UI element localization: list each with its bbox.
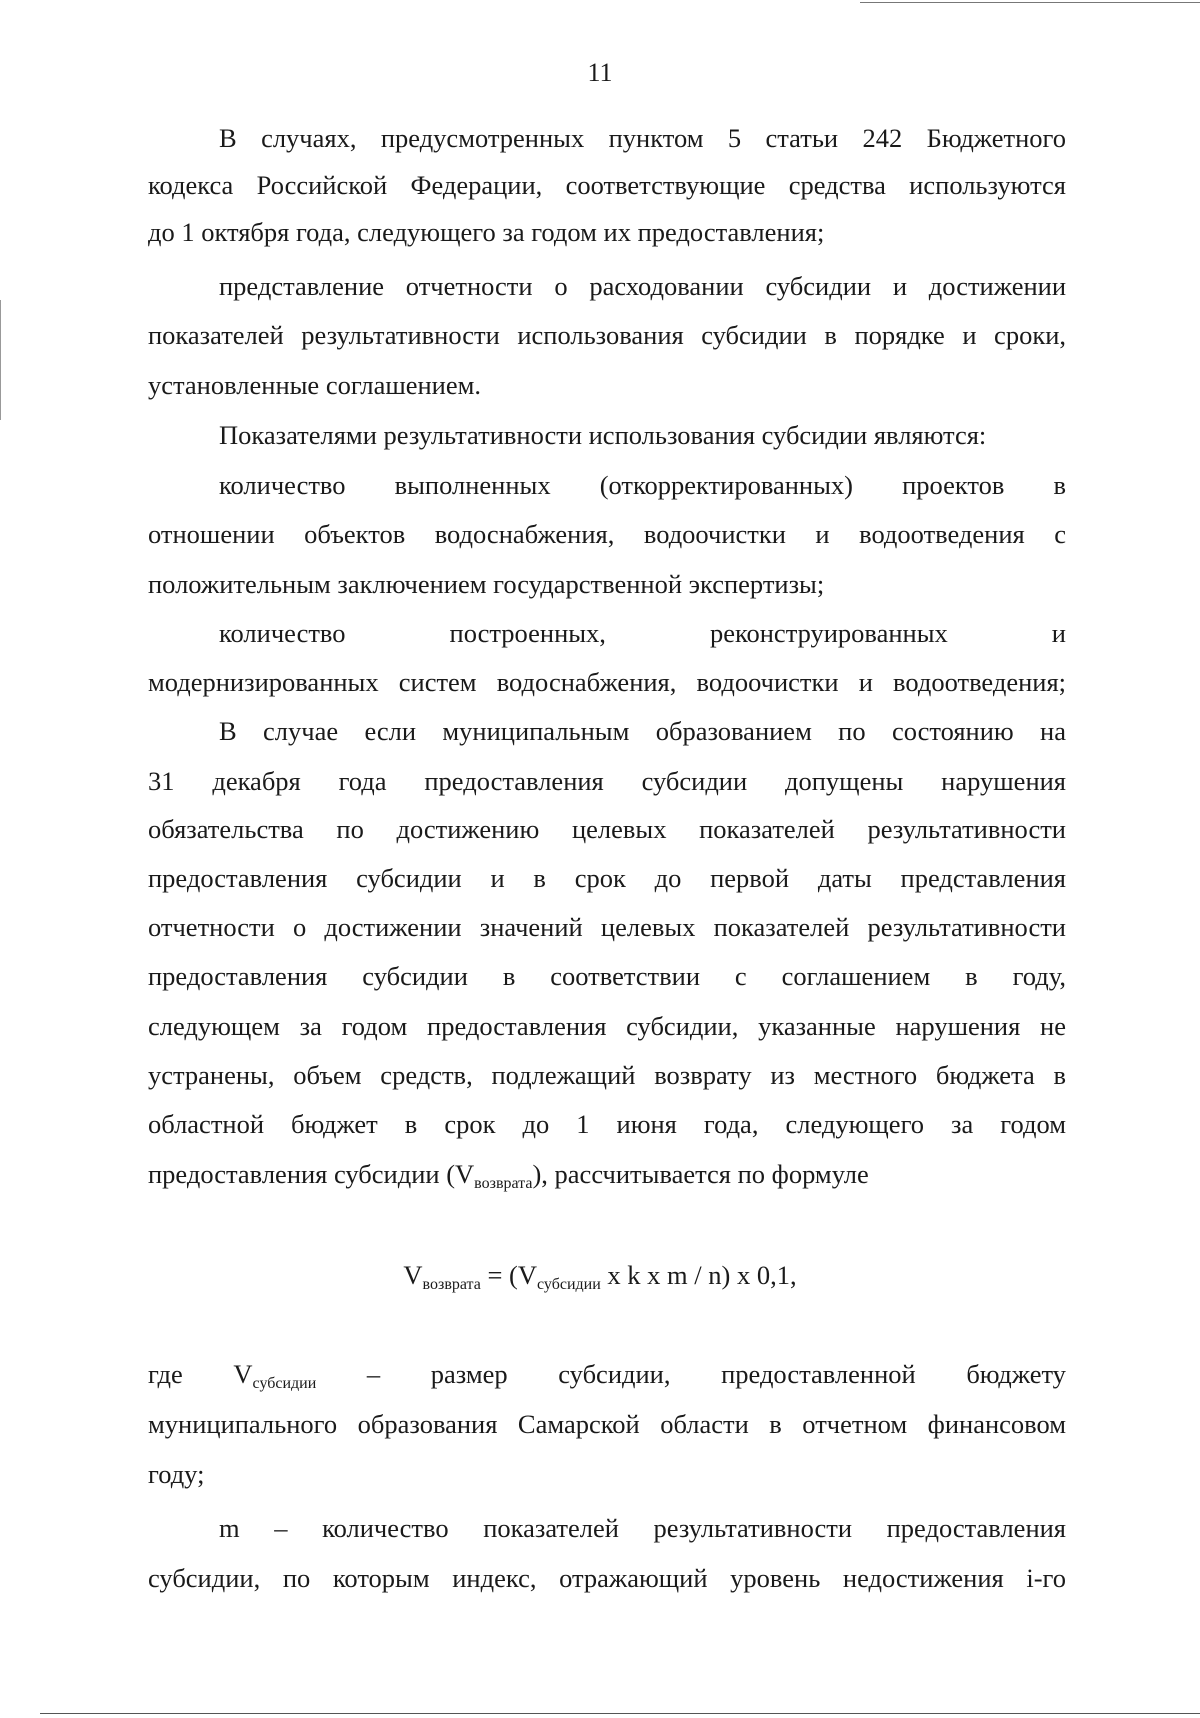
- where-word-2: субсидии,: [558, 1359, 671, 1389]
- text-line: следующем за годом предоставления субсидии, указанные нарушения не: [148, 1011, 1066, 1041]
- text-line: модернизированных систем водоснабжения, водоочистки и водоотведения;: [148, 667, 1066, 697]
- formula-intro-subscript: возврата: [474, 1175, 533, 1192]
- formula-lhs-subscript: возврата: [422, 1276, 481, 1293]
- scan-edge-left: [0, 300, 1, 420]
- where-word-3: предоставленной: [721, 1359, 916, 1389]
- formula-rhs-subscript: субсидии: [537, 1276, 601, 1293]
- refund-formula: [0, 1260, 1200, 1291]
- text-line: предоставления субсидии в соответствии с соглашением в году,: [148, 961, 1066, 991]
- text-line: установленные соглашением.: [148, 370, 482, 400]
- text-line: устранены, объем средств, подлежащий возврату из местного бюджета в: [148, 1060, 1066, 1090]
- text-line: обязательства по достижению целевых показателей результативности: [148, 814, 1066, 844]
- text-line: до 1 октября года, следующего за годом их предоставления;: [148, 217, 825, 247]
- text-line: Показателями результативности использования субсидии являются:: [219, 420, 987, 450]
- text-line: отчетности о достижении значений целевых показателей результативности: [148, 912, 1066, 942]
- formula-rest: x k x m / n) x 0,1,: [600, 1260, 797, 1290]
- scan-edge-top: [860, 2, 1200, 3]
- where-v-subscript: субсидии: [252, 1375, 317, 1392]
- where-variable: [233, 1359, 316, 1390]
- formula-equals: = (V: [480, 1260, 538, 1290]
- text-line: представление отчетности о расходовании субсидии и достижении: [219, 271, 1066, 301]
- text-line: положительным заключением государственной экспертизы;: [148, 569, 825, 599]
- where-definition-line: [148, 1359, 1066, 1390]
- text-line: В случае если муниципальным образованием по состоянию на: [219, 716, 1066, 746]
- where-word: где: [148, 1359, 183, 1389]
- text-line: субсидии, по которым индекс, отражающий уровень недостижения i-го: [148, 1563, 1066, 1593]
- text-line: отношении объектов водоснабжения, водоочистки и водоотведения с: [148, 519, 1066, 549]
- text-line: предоставления субсидии и в срок до первой даты представления: [148, 863, 1066, 893]
- formula-lhs-v: V: [403, 1260, 423, 1290]
- text-line: областной бюджет в срок до 1 июня года, следующего за годом: [148, 1109, 1066, 1139]
- text-line: В случаях, предусмотренных пунктом 5 статьи 242 Бюджетного: [219, 123, 1066, 153]
- text-line: 31 декабря года предоставления субсидии допущены нарушения: [148, 766, 1066, 796]
- where-dash: –: [366, 1359, 381, 1389]
- formula-intro-after: ), рассчитывается по формуле: [532, 1159, 869, 1189]
- where-word-4: бюджету: [966, 1359, 1066, 1389]
- text-line: количество выполненных (откорректированных) проектов в: [219, 470, 1066, 500]
- formula-intro-line: [148, 1158, 1066, 1190]
- text-line: кодекса Российской Федерации, соответствующие средства используются: [148, 170, 1066, 200]
- page-number: 11: [587, 58, 613, 87]
- text-line: m – количество показателей результативности предоставления: [219, 1513, 1066, 1543]
- text-line: муниципального образования Самарской области в отчетном финансовом: [148, 1409, 1066, 1439]
- text-line: количество построенных, реконструированных и: [219, 618, 1066, 648]
- formula-intro-before: предоставления субсидии (V: [148, 1159, 475, 1189]
- text-line: году;: [148, 1459, 205, 1489]
- where-word-1: размер: [430, 1359, 508, 1389]
- where-v: V: [233, 1359, 253, 1389]
- scan-edge-bottom: [40, 1713, 1200, 1714]
- text-line: показателей результативности использования субсидии в порядке и сроки,: [148, 320, 1066, 350]
